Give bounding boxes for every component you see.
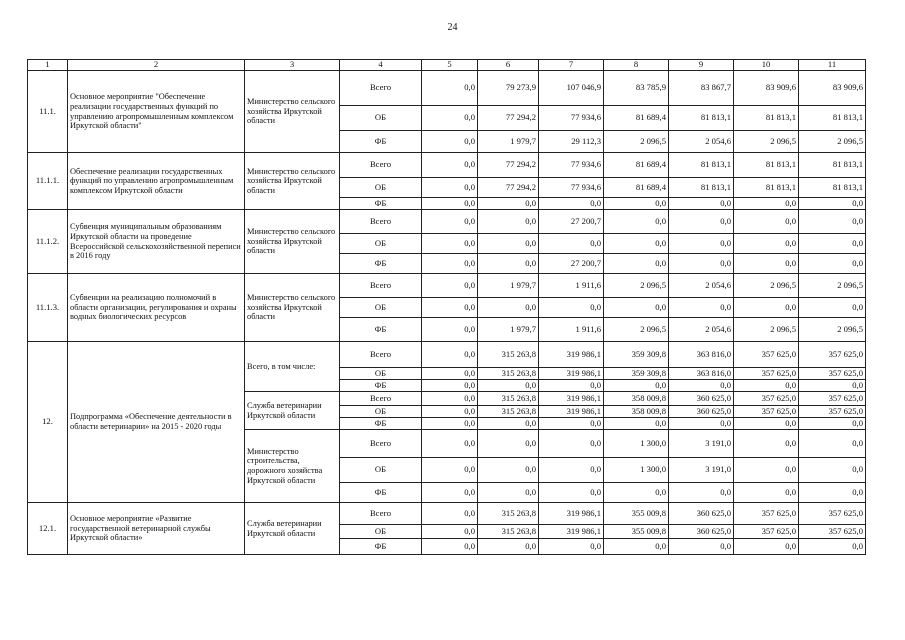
row-name: Основное мероприятие «Развитие государственной ветеринарной службы Иркутской области» (68, 503, 245, 555)
value-cell: 355 009,8 (604, 503, 669, 525)
value-cell: 360 625,0 (669, 525, 734, 539)
value-cell: 0,0 (539, 298, 604, 318)
value-cell: 0,0 (734, 198, 799, 210)
value-cell: 0,0 (478, 418, 539, 430)
value-cell: 81 813,1 (669, 153, 734, 178)
value-cell: 0,0 (422, 298, 478, 318)
value-cell: 0,0 (604, 234, 669, 254)
value-cell: 81 813,1 (799, 106, 866, 131)
row-source: ФБ (340, 131, 422, 153)
value-cell: 0,0 (604, 198, 669, 210)
row-source: Всего (340, 71, 422, 106)
header-cell: 3 (245, 60, 340, 71)
value-cell: 0,0 (669, 254, 734, 274)
row-source: Всего (340, 430, 422, 458)
table-row (28, 274, 866, 298)
header-cell: 8 (604, 60, 669, 71)
value-cell: 0,0 (422, 380, 478, 392)
value-cell: 0,0 (734, 210, 799, 234)
value-cell: 0,0 (799, 418, 866, 430)
value-cell: 77 934,6 (539, 178, 604, 198)
value-cell: 2 096,5 (799, 131, 866, 153)
row-source: ФБ (340, 254, 422, 274)
header-cell: 1 (28, 60, 68, 71)
value-cell: 357 625,0 (734, 503, 799, 525)
row-code: 12.1. (28, 503, 68, 555)
value-cell: 0,0 (422, 539, 478, 555)
value-cell: 83 785,9 (604, 71, 669, 106)
row-source: Всего (340, 153, 422, 178)
value-cell: 315 263,8 (478, 392, 539, 406)
value-cell: 363 816,0 (669, 342, 734, 368)
value-cell: 0,0 (539, 483, 604, 503)
value-cell: 0,0 (422, 198, 478, 210)
value-cell: 2 096,5 (734, 131, 799, 153)
value-cell: 0,0 (478, 254, 539, 274)
value-cell: 0,0 (734, 483, 799, 503)
value-cell: 0,0 (604, 254, 669, 274)
value-cell: 77 934,6 (539, 153, 604, 178)
value-cell: 0,0 (422, 210, 478, 234)
value-cell: 1 911,6 (539, 318, 604, 342)
value-cell: 357 625,0 (734, 342, 799, 368)
value-cell: 2 096,5 (604, 274, 669, 298)
value-cell: 358 009,8 (604, 392, 669, 406)
row-source: ОБ (340, 525, 422, 539)
value-cell: 0,0 (799, 539, 866, 555)
row-executor: Служба ветеринарии Иркутской области (245, 503, 340, 555)
value-cell: 0,0 (669, 418, 734, 430)
value-cell: 0,0 (422, 106, 478, 131)
row-source: ФБ (340, 380, 422, 392)
value-cell: 83 909,6 (799, 71, 866, 106)
value-cell: 319 986,1 (539, 368, 604, 380)
value-cell: 0,0 (799, 298, 866, 318)
value-cell: 3 191,0 (669, 458, 734, 483)
row-code: 11.1. (28, 71, 68, 153)
row-source: ОБ (340, 458, 422, 483)
value-cell: 0,0 (539, 198, 604, 210)
value-cell: 0,0 (478, 298, 539, 318)
value-cell: 363 816,0 (669, 368, 734, 380)
value-cell: 0,0 (539, 539, 604, 555)
value-cell: 359 309,8 (604, 342, 669, 368)
row-source: ОБ (340, 106, 422, 131)
value-cell: 0,0 (669, 234, 734, 254)
value-cell: 77 934,6 (539, 106, 604, 131)
value-cell: 357 625,0 (734, 406, 799, 418)
row-source: ОБ (340, 298, 422, 318)
value-cell: 81 813,1 (799, 153, 866, 178)
value-cell: 0,0 (478, 234, 539, 254)
value-cell: 2 096,5 (799, 318, 866, 342)
value-cell: 360 625,0 (669, 406, 734, 418)
row-code: 12. (28, 342, 68, 503)
header-cell: 7 (539, 60, 604, 71)
value-cell: 315 263,8 (478, 525, 539, 539)
value-cell: 81 813,1 (734, 153, 799, 178)
row-source: Всего (340, 503, 422, 525)
value-cell: 0,0 (604, 380, 669, 392)
value-cell: 360 625,0 (669, 392, 734, 406)
row-source: ФБ (340, 483, 422, 503)
value-cell: 81 813,1 (734, 178, 799, 198)
row-code: 11.1.3. (28, 274, 68, 342)
value-cell: 0,0 (734, 380, 799, 392)
value-cell: 2 096,5 (734, 318, 799, 342)
value-cell: 319 986,1 (539, 392, 604, 406)
value-cell: 0,0 (734, 254, 799, 274)
value-cell: 0,0 (539, 418, 604, 430)
row-executor: Министерство сельского хозяйства Иркутской области (245, 274, 340, 342)
row-executor: Министерство сельского хозяйства Иркутской области (245, 71, 340, 153)
value-cell: 77 294,2 (478, 153, 539, 178)
value-cell: 0,0 (478, 380, 539, 392)
value-cell: 357 625,0 (734, 368, 799, 380)
header-cell: 9 (669, 60, 734, 71)
value-cell: 357 625,0 (799, 503, 866, 525)
table-row (28, 153, 866, 178)
value-cell: 77 294,2 (478, 178, 539, 198)
value-cell: 0,0 (734, 539, 799, 555)
value-cell: 359 309,8 (604, 368, 669, 380)
value-cell: 0,0 (422, 525, 478, 539)
table-row (28, 210, 866, 234)
row-code: 11.1.2. (28, 210, 68, 274)
value-cell: 0,0 (422, 71, 478, 106)
value-cell: 0,0 (539, 234, 604, 254)
value-cell: 2 096,5 (734, 274, 799, 298)
table-row (28, 342, 866, 368)
value-cell: 2 054,6 (669, 131, 734, 153)
value-cell: 0,0 (422, 318, 478, 342)
value-cell: 0,0 (478, 198, 539, 210)
row-source: ФБ (340, 418, 422, 430)
value-cell: 0,0 (604, 539, 669, 555)
value-cell: 0,0 (478, 539, 539, 555)
row-source: Всего (340, 392, 422, 406)
row-source: ОБ (340, 368, 422, 380)
value-cell: 2 054,6 (669, 318, 734, 342)
row-name: Обеспечение реализации государственных функций по управлению агропромышленным комплексом Иркутской области (68, 153, 245, 210)
value-cell: 0,0 (734, 458, 799, 483)
row-source: Всего (340, 210, 422, 234)
table-body (28, 71, 866, 555)
value-cell: 0,0 (669, 298, 734, 318)
value-cell: 355 009,8 (604, 525, 669, 539)
value-cell: 0,0 (734, 298, 799, 318)
row-source: ОБ (340, 178, 422, 198)
value-cell: 0,0 (734, 418, 799, 430)
row-name: Подпрограмма «Обеспечение деятельности в области ветеринарии» на 2015 - 2020 годы (68, 342, 245, 503)
value-cell: 81 813,1 (799, 178, 866, 198)
value-cell: 81 813,1 (734, 106, 799, 131)
header-row (28, 60, 866, 71)
value-cell: 0,0 (539, 380, 604, 392)
row-source: ОБ (340, 406, 422, 418)
value-cell: 319 986,1 (539, 406, 604, 418)
value-cell: 0,0 (799, 198, 866, 210)
budget-table (27, 59, 866, 555)
value-cell: 0,0 (422, 153, 478, 178)
value-cell: 0,0 (799, 430, 866, 458)
value-cell: 0,0 (422, 430, 478, 458)
value-cell: 0,0 (669, 483, 734, 503)
row-source: ФБ (340, 198, 422, 210)
page-number: 24 (447, 22, 458, 33)
row-name: Основное мероприятие "Обеспечение реализации государственных функций по управлению агропромышленным комплексом Иркутской области" (68, 71, 245, 153)
header-cell: 11 (799, 60, 866, 71)
table-row (28, 503, 866, 525)
value-cell: 29 112,3 (539, 131, 604, 153)
value-cell: 3 191,0 (669, 430, 734, 458)
value-cell: 319 986,1 (539, 503, 604, 525)
value-cell: 0,0 (422, 131, 478, 153)
value-cell: 27 200,7 (539, 254, 604, 274)
value-cell: 0,0 (799, 210, 866, 234)
value-cell: 0,0 (422, 254, 478, 274)
header-cell: 6 (478, 60, 539, 71)
value-cell: 0,0 (669, 198, 734, 210)
value-cell: 357 625,0 (799, 406, 866, 418)
row-source: ФБ (340, 539, 422, 555)
value-cell: 77 294,2 (478, 106, 539, 131)
value-cell: 0,0 (669, 380, 734, 392)
value-cell: 0,0 (669, 539, 734, 555)
value-cell: 81 689,4 (604, 178, 669, 198)
value-cell: 0,0 (734, 234, 799, 254)
value-cell: 0,0 (422, 368, 478, 380)
table-row (28, 71, 866, 106)
value-cell: 81 813,1 (669, 178, 734, 198)
header-cell: 2 (68, 60, 245, 71)
value-cell: 1 979,7 (478, 131, 539, 153)
header-cell: 4 (340, 60, 422, 71)
header-cell: 10 (734, 60, 799, 71)
row-name: Субвенции на реализацию полномочий в области организации, регулирования и охраны водных биологических ресурсов (68, 274, 245, 342)
value-cell: 81 813,1 (669, 106, 734, 131)
value-cell: 357 625,0 (734, 525, 799, 539)
value-cell: 79 273,9 (478, 71, 539, 106)
value-cell: 0,0 (604, 298, 669, 318)
row-source: Всего (340, 342, 422, 368)
row-name: Субвенция муниципальным образованиям Иркутской области на проведение Всероссийской сельскохозяйственной переписи в 2016 году (68, 210, 245, 274)
value-cell: 0,0 (539, 430, 604, 458)
value-cell: 0,0 (604, 483, 669, 503)
value-cell: 357 625,0 (799, 392, 866, 406)
value-cell: 0,0 (604, 210, 669, 234)
value-cell: 1 979,7 (478, 274, 539, 298)
value-cell: 315 263,8 (478, 368, 539, 380)
value-cell: 27 200,7 (539, 210, 604, 234)
row-source: ФБ (340, 318, 422, 342)
row-executor: Служба ветеринарии Иркутской области (245, 392, 340, 430)
value-cell: 357 625,0 (734, 392, 799, 406)
value-cell: 0,0 (422, 392, 478, 406)
value-cell: 0,0 (422, 178, 478, 198)
value-cell: 357 625,0 (799, 368, 866, 380)
value-cell: 2 096,5 (604, 131, 669, 153)
value-cell: 0,0 (604, 418, 669, 430)
value-cell: 0,0 (799, 234, 866, 254)
value-cell: 0,0 (422, 406, 478, 418)
value-cell: 0,0 (478, 458, 539, 483)
value-cell: 315 263,8 (478, 406, 539, 418)
value-cell: 0,0 (799, 254, 866, 274)
value-cell: 0,0 (799, 458, 866, 483)
value-cell: 2 054,6 (669, 274, 734, 298)
value-cell: 0,0 (422, 274, 478, 298)
value-cell: 0,0 (422, 483, 478, 503)
value-cell: 81 689,4 (604, 153, 669, 178)
row-source: Всего (340, 274, 422, 298)
value-cell: 1 300,0 (604, 430, 669, 458)
value-cell: 0,0 (422, 418, 478, 430)
value-cell: 83 909,6 (734, 71, 799, 106)
value-cell: 0,0 (422, 234, 478, 254)
value-cell: 0,0 (539, 458, 604, 483)
value-cell: 2 096,5 (799, 274, 866, 298)
value-cell: 2 096,5 (604, 318, 669, 342)
value-cell: 319 986,1 (539, 342, 604, 368)
value-cell: 0,0 (799, 483, 866, 503)
header-cell: 5 (422, 60, 478, 71)
value-cell: 1 979,7 (478, 318, 539, 342)
value-cell: 360 625,0 (669, 503, 734, 525)
value-cell: 0,0 (734, 430, 799, 458)
value-cell: 0,0 (422, 503, 478, 525)
value-cell: 357 625,0 (799, 342, 866, 368)
value-cell: 0,0 (422, 458, 478, 483)
row-executor: Министерство сельского хозяйства Иркутской области (245, 153, 340, 210)
value-cell: 315 263,8 (478, 342, 539, 368)
value-cell: 0,0 (478, 430, 539, 458)
value-cell: 0,0 (422, 342, 478, 368)
row-executor: Министерство строительства, дорожного хозяйства Иркутской области (245, 430, 340, 503)
value-cell: 0,0 (478, 483, 539, 503)
value-cell: 0,0 (478, 210, 539, 234)
row-source: ОБ (340, 234, 422, 254)
value-cell: 1 911,6 (539, 274, 604, 298)
value-cell: 0,0 (799, 380, 866, 392)
value-cell: 0,0 (669, 210, 734, 234)
value-cell: 83 867,7 (669, 71, 734, 106)
value-cell: 1 300,0 (604, 458, 669, 483)
row-executor: Министерство сельского хозяйства Иркутской области (245, 210, 340, 274)
row-executor: Всего, в том числе: (245, 342, 340, 392)
value-cell: 319 986,1 (539, 525, 604, 539)
value-cell: 358 009,8 (604, 406, 669, 418)
row-code: 11.1.1. (28, 153, 68, 210)
value-cell: 357 625,0 (799, 525, 866, 539)
value-cell: 315 263,8 (478, 503, 539, 525)
value-cell: 107 046,9 (539, 71, 604, 106)
value-cell: 81 689,4 (604, 106, 669, 131)
